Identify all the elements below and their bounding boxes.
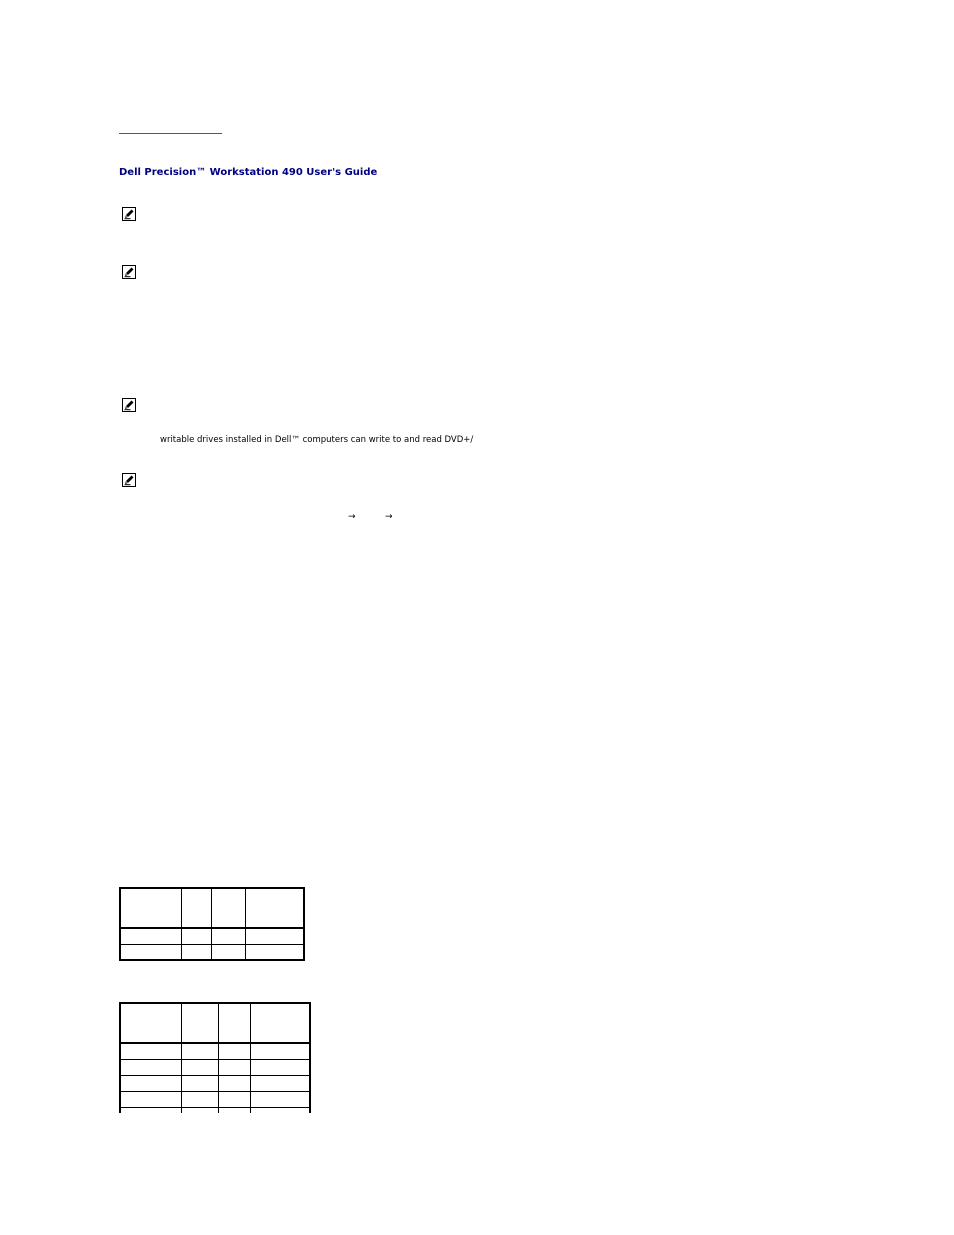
table-cell xyxy=(245,888,304,928)
table-cell xyxy=(218,1059,250,1075)
table-cell xyxy=(120,944,181,960)
spec-table-1 xyxy=(119,887,305,961)
table-cell xyxy=(181,888,211,928)
table-cell xyxy=(181,1091,218,1107)
table-cell xyxy=(218,1107,250,1113)
table-cell xyxy=(245,944,304,960)
table-cell xyxy=(211,944,245,960)
note-pencil-icon xyxy=(122,473,136,487)
table-cell xyxy=(211,888,245,928)
table-cell xyxy=(181,944,211,960)
note-pencil-icon xyxy=(122,265,136,279)
table-cell xyxy=(218,1043,250,1059)
table-cell xyxy=(120,1043,181,1059)
table-cell xyxy=(120,888,181,928)
table-cell xyxy=(218,1075,250,1091)
table-cell xyxy=(250,1091,310,1107)
table-header-row xyxy=(120,1003,310,1043)
table-cell xyxy=(120,1003,181,1043)
table-cell xyxy=(250,1003,310,1043)
arrow-right-icon: → xyxy=(385,512,393,522)
table-row xyxy=(120,1107,310,1113)
table-cell xyxy=(120,1091,181,1107)
table-row xyxy=(120,944,304,960)
table-cell xyxy=(250,1059,310,1075)
top-navigation-link[interactable] xyxy=(119,125,222,134)
table-cell xyxy=(218,1091,250,1107)
table-cell xyxy=(120,1075,181,1091)
table-cell xyxy=(250,1075,310,1091)
table-cell xyxy=(181,1107,218,1113)
table-row xyxy=(120,1075,310,1091)
table-cell xyxy=(181,1059,218,1075)
table-cell xyxy=(245,928,304,944)
page-title: Dell Precision™ Workstation 490 User's Guide xyxy=(119,167,378,178)
table-cell xyxy=(120,1059,181,1075)
table-cell xyxy=(181,928,211,944)
table-cell xyxy=(120,1107,181,1113)
table-cell xyxy=(181,1003,218,1043)
table-row xyxy=(120,1091,310,1107)
table-row xyxy=(120,1043,310,1059)
table-row xyxy=(120,928,304,944)
table-cell xyxy=(181,1043,218,1059)
table-row xyxy=(120,1059,310,1075)
table-cell xyxy=(211,928,245,944)
table-cell xyxy=(181,1075,218,1091)
table-cell xyxy=(250,1107,310,1113)
table-cell xyxy=(120,928,181,944)
note-pencil-icon xyxy=(122,207,136,221)
table-cell xyxy=(218,1003,250,1043)
note-text-line: writable drives installed in Dell™ computers can write to and read DVD+/ xyxy=(160,435,474,445)
table-header-row xyxy=(120,888,304,928)
table-cell xyxy=(250,1043,310,1059)
note-pencil-icon xyxy=(122,398,136,412)
arrow-right-icon: → xyxy=(348,512,356,522)
spec-table-2 xyxy=(119,1002,311,1113)
